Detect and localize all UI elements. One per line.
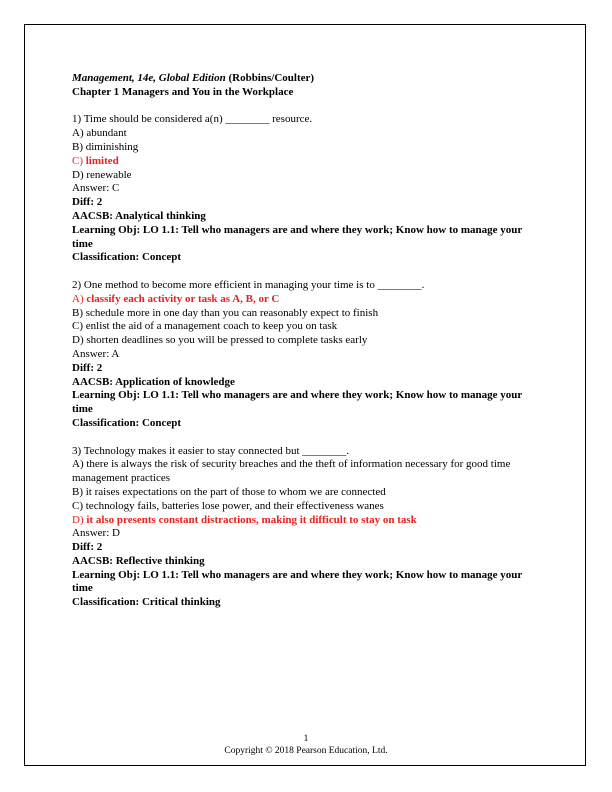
option-text: classify each activity or task as A, B, or C [86,292,280,305]
option-d-correct [72,514,432,542]
option-b: B) diminishing [72,140,139,153]
question-stem: 1) Time should be considered a(n) ________ resource. [72,113,313,126]
learning-objective: Learning Obj: LO 1.1: Tell who managers are and where they work; Know how to manage your time [72,389,523,416]
option-d: D) renewable [72,168,132,181]
option-prefix: A) [72,292,87,305]
question-stem: 2) One method to become more efficient in managing your time is to ________. [72,278,425,291]
option-a: A) there is always the risk of security breaches and the theft of information necessary for good time management practices [72,458,511,485]
classification: Classification: Critical thinking [72,596,221,609]
option-b: B) schedule more in one day than you can reasonably expect to finish [72,306,379,319]
book-title: Management, 14e, Global Edition [72,72,226,84]
aacsb: AACSB: Application of knowledge [72,375,235,388]
option-c: C) enlist the aid of a management coach to keep you on task [72,320,338,333]
answer: Answer: D [72,527,120,540]
classification: Classification: Concept [72,416,182,429]
option-b: B) it raises expectations on the part of those to whom we are connected [72,485,386,498]
question-2 [72,279,544,431]
page-number: 1 [303,734,309,744]
answer: Answer: C [72,182,120,195]
option-a-correct [72,293,544,307]
option-c: C) technology fails, batteries lose power, and their effectiveness wanes [72,499,384,512]
option-a: A) abundant [72,127,127,140]
option-c-correct [72,155,544,169]
option-prefix: C) [72,154,86,167]
book-authors: (Robbins/Coulter) [225,72,315,84]
difficulty: Diff: 2 [72,361,103,374]
aacsb: AACSB: Analytical thinking [72,209,206,222]
question-1 [72,113,544,265]
book-header [72,72,544,86]
learning-objective: Learning Obj: LO 1.1: Tell who managers are and where they work; Know how to manage your time [72,223,523,250]
learning-objective: Learning Obj: LO 1.1: Tell who managers are and where they work; Know how to manage your time [72,568,523,595]
option-d: D) shorten deadlines so you will be pressed to complete tasks early [72,334,368,347]
option-prefix: D) [72,513,87,526]
difficulty: Diff: 2 [72,541,103,554]
aacsb: AACSB: Reflective thinking [72,554,205,567]
question-stem: 3) Technology makes it easier to stay connected but ________. [72,444,350,457]
document-body [72,72,544,610]
copyright-notice: Copyright © 2018 Pearson Education, Ltd. [224,746,388,756]
difficulty: Diff: 2 [72,196,103,209]
classification: Classification: Concept [72,251,182,264]
chapter-title: Chapter 1 Managers and You in the Workplace [72,85,294,98]
question-3 [72,445,544,611]
answer: Answer: A [72,347,120,360]
option-text: it also presents constant distractions, making it difficult to stay on task [86,513,417,526]
option-text: limited [85,154,119,167]
